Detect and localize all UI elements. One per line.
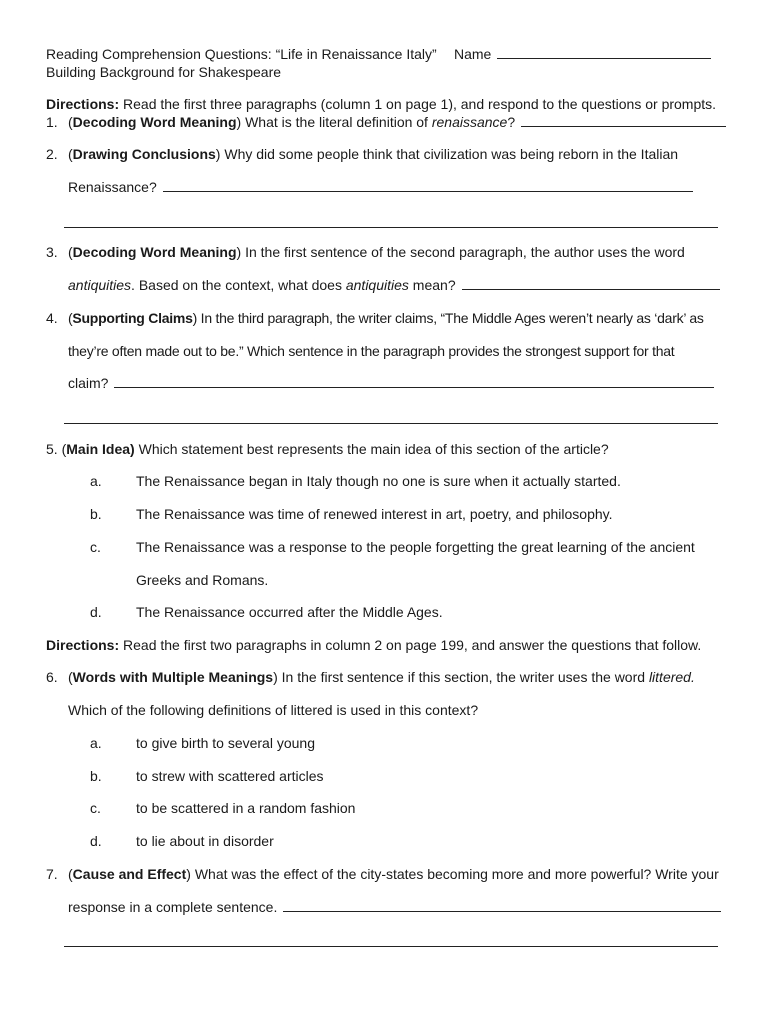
question-3-line2 [68,276,720,294]
question-4-line2: they’re often made out to be.” Which sentence in the paragraph provides the strongest support for that [68,343,675,359]
q2-number: 2. [46,146,58,162]
q5-option-a-letter: a. [90,473,102,489]
q5-text: Which statement best represents the main idea of this section of the article? [134,441,609,457]
question-6 [68,668,695,686]
q1-answer-blank[interactable] [521,114,726,127]
q6-option-c-letter: c. [90,800,101,816]
q6-option-c[interactable]: to be scattered in a random fashion [136,800,356,816]
worksheet-subtitle: Building Background for Shakespeare [46,64,282,80]
question-4 [68,309,704,327]
q2-answer-blank-2[interactable] [64,227,718,228]
name-field[interactable] [454,45,711,63]
question-2 [68,145,678,163]
q7-line2: response in a complete sentence. [68,899,278,915]
paren: ( [68,114,73,130]
paren: ( [68,310,73,326]
paren: ( [61,441,67,457]
q2-answer-blank-1[interactable] [163,179,693,192]
q5-option-c-letter: c. [90,539,101,555]
q1-term: renaissance [431,114,508,130]
q2-line2: Renaissance? [68,179,157,195]
directions-2 [46,636,701,654]
q3-answer-blank[interactable] [462,277,720,290]
q3-line1: ) In the first sentence of the second paragraph, the author uses the word [236,244,685,260]
question-7 [68,865,719,883]
q2-skill: Drawing Conclusions [72,146,216,162]
q1-text: ) What is the literal definition of [236,114,432,130]
q5-number: 5. [46,441,58,457]
q5-option-b[interactable]: The Renaissance was time of renewed interest in art, poetry, and philosophy. [136,506,613,522]
directions-text: Read the first three paragraphs (column 1 on page 1), and respond to the questions or prompts. [119,96,717,112]
question-3 [68,243,685,261]
q5-option-d[interactable]: The Renaissance occurred after the Middle Ages. [136,604,443,620]
q5-option-c[interactable]: The Renaissance was a response to the people forgetting the great learning of the ancient [136,539,695,555]
q1-skill: Decoding Word Meaning [72,114,237,130]
q6-option-b[interactable]: to strew with scattered articles [136,768,324,784]
q4-answer-blank-2[interactable] [64,423,718,424]
q6-skill: Words with Multiple Meanings [72,669,274,685]
name-blank[interactable] [497,46,711,59]
q7-answer-blank-1[interactable] [283,899,721,912]
question-5: 5. (Main Idea) Which statement best represents the main idea of this section of the article? [46,441,609,457]
q6-line1: ) In the first sentence if this section, the writer uses the word [273,669,649,685]
q6-option-a[interactable]: to give birth to several young [136,735,315,751]
question-7-line2 [68,898,721,916]
q1-text-end: ? [507,114,516,130]
paren: ( [68,866,73,882]
worksheet-title: Reading Comprehension Questions: “Life in Renaissance Italy” [46,46,437,62]
directions-label: Directions: [46,96,120,112]
q1-number: 1. [46,114,58,130]
q6-option-b-letter: b. [90,768,102,784]
q3-number: 3. [46,244,58,260]
question-1 [68,113,726,131]
q5-option-c-cont[interactable]: Greeks and Romans. [136,572,269,588]
q3-line2b: mean? [408,277,456,293]
paren: ( [68,146,73,162]
directions-text: Read the first two paragraphs in column 2 on page 199, and answer the questions that follow. [119,637,702,653]
q4-line1: ) In the third paragraph, the writer claims, “The Middle Ages weren’t nearly as ‘dark’ as [192,310,704,326]
q5-skill: Main Idea [66,441,131,457]
q6-option-d[interactable]: to lie about in disorder [136,833,274,849]
q5-option-b-letter: b. [90,506,102,522]
q3-skill: Decoding Word Meaning [72,244,237,260]
question-2-line2 [68,178,693,196]
q3-term: antiquities [68,277,132,293]
name-label: Name [454,46,492,62]
q4-number: 4. [46,310,58,326]
q7-line1: ) What was the effect of the city-states becoming more and more powerful? Write your [186,866,719,882]
question-6-line2: Which of the following definitions of littered is used in this context? [68,702,479,718]
q7-number: 7. [46,866,58,882]
directions-1 [46,95,716,113]
q7-skill: Cause and Effect [72,866,187,882]
q5-option-d-letter: d. [90,604,102,620]
q6-term: littered. [648,669,695,685]
q6-option-a-letter: a. [90,735,102,751]
q4-line3: claim? [68,375,109,391]
q3-line2a: . Based on the context, what does [131,277,346,293]
directions-label: Directions: [46,637,120,653]
question-4-line3 [68,374,714,392]
paren: ( [68,244,73,260]
q7-answer-blank-2[interactable] [64,946,718,947]
paren: ( [68,669,73,685]
q2-line1: ) Why did some people think that civilization was being reborn in the Italian [215,146,679,162]
q5-option-a[interactable]: The Renaissance began in Italy though no one is sure when it actually started. [136,473,621,489]
q4-answer-blank-1[interactable] [114,375,714,388]
q6-number: 6. [46,669,58,685]
q6-option-d-letter: d. [90,833,102,849]
q4-skill: Supporting Claims [72,310,193,326]
q3-term-repeat: antiquities [345,277,409,293]
